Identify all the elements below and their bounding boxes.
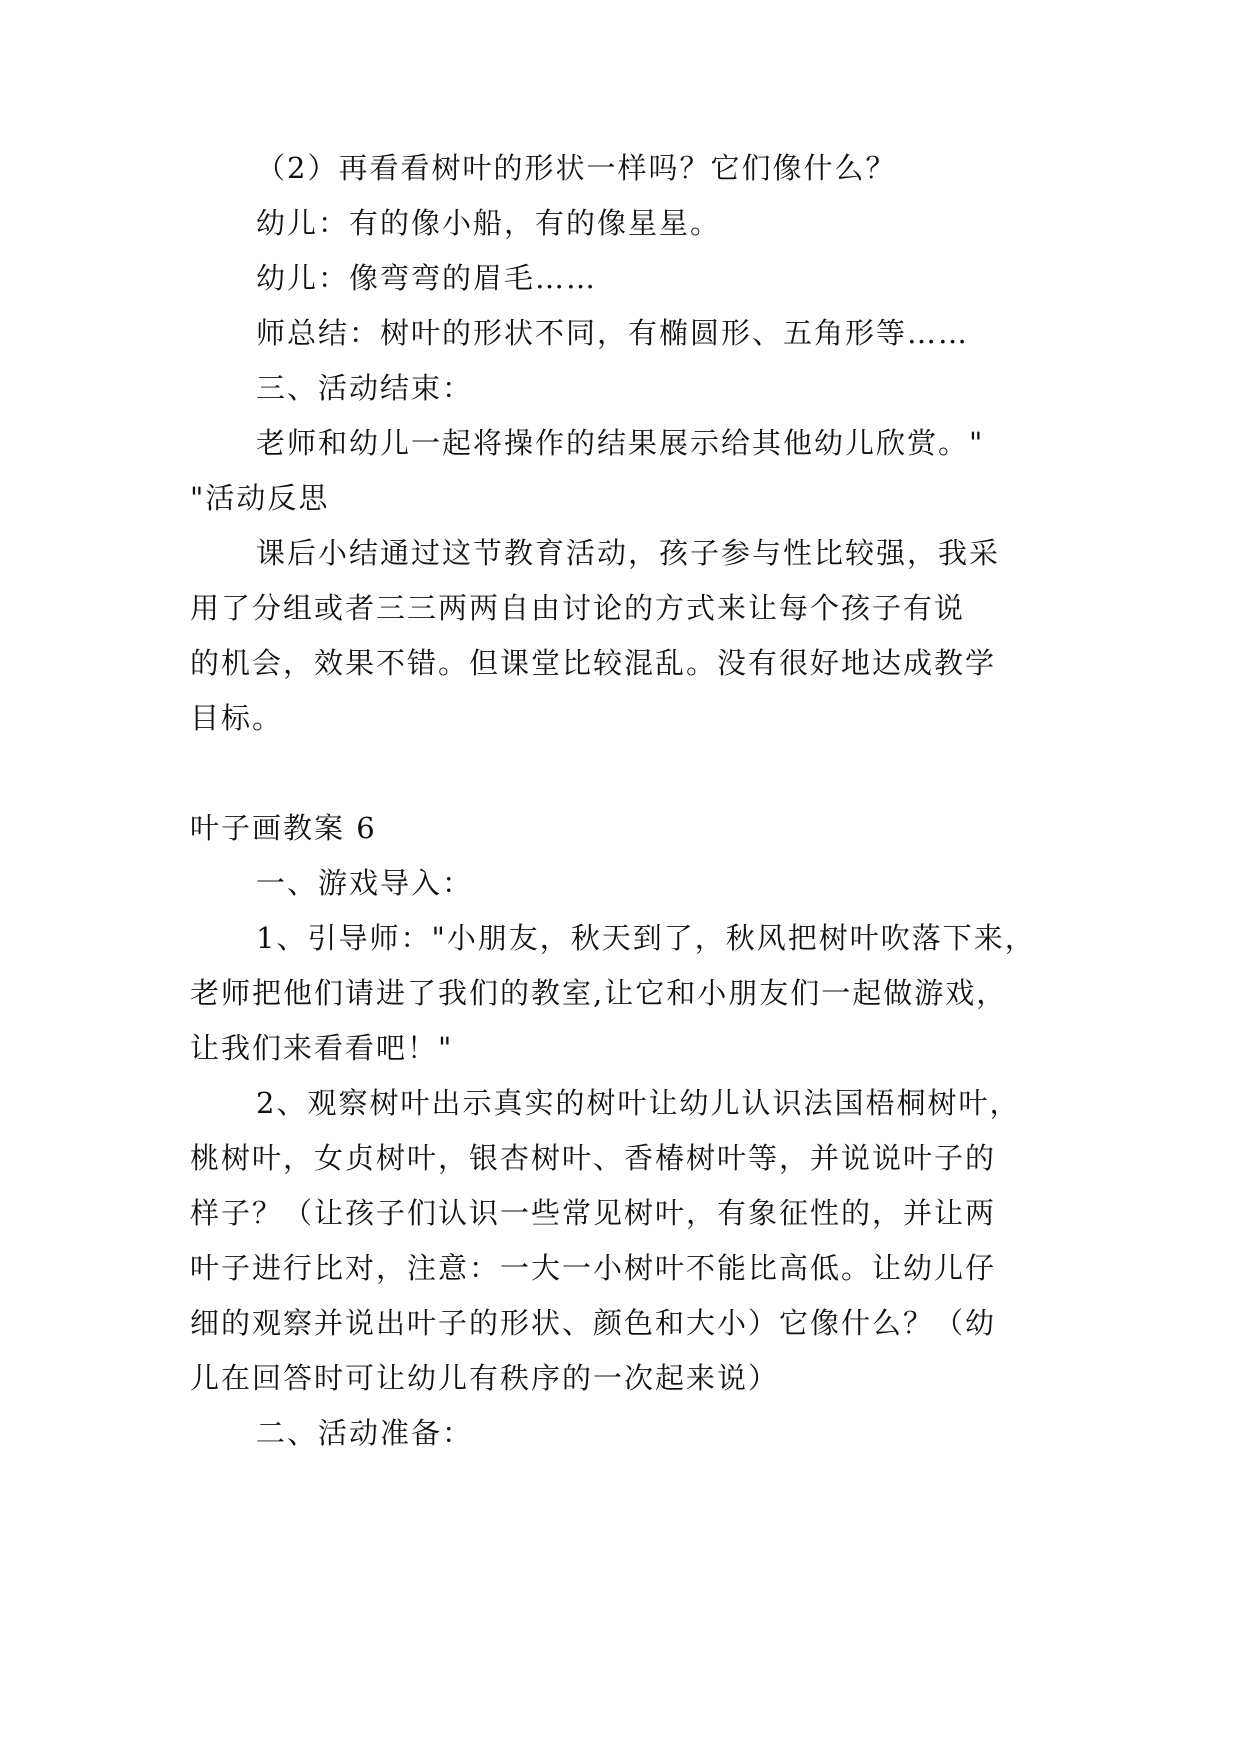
text-line: 目标。 [190, 701, 284, 735]
text-line: 让我们来看看吧！" [190, 1031, 454, 1065]
text-line: （2）再看看树叶的形状一样吗？它们像什么？ [256, 151, 897, 185]
text-line: 老师和幼儿一起将操作的结果展示给其他幼儿欣赏。" [256, 426, 985, 460]
text-line: 幼儿：有的像小船，有的像星星。 [256, 206, 722, 240]
text-line: 桃树叶，女贞树叶，银杏树叶、香椿树叶等，并说说叶子的 [190, 1141, 997, 1175]
text-line: 课后小结通过这节教育活动，孩子参与性比较强，我采 [256, 536, 1001, 570]
section-heading: "活动反思 [190, 481, 330, 515]
document-title: 叶子画教案 6 [190, 811, 377, 845]
text-line: 1、引导师："小朋友，秋天到了，秋风把树叶吹落下来， [256, 921, 1036, 955]
text-line: 用了分组或者三三两两自由讨论的方式来让每个孩子有说 [190, 591, 966, 625]
text-line: 儿在回答时可让幼儿有秩序的一次起来说） [190, 1361, 780, 1395]
text-line: 样子？（让孩子们认识一些常见树叶，有象征性的，并让两 [190, 1196, 997, 1230]
text-line: 叶子进行比对，注意：一大一小树叶不能比高低。让幼儿仔 [190, 1251, 997, 1285]
text-line: 2、观察树叶出示真实的树叶让幼儿认识法国梧桐树叶， [256, 1086, 1021, 1120]
section-heading: 二、活动准备： [256, 1416, 474, 1450]
section-heading: 三、活动结束： [256, 371, 474, 405]
text-line: 细的观察并说出叶子的形状、颜色和大小）它像什么？（幼 [190, 1306, 997, 1340]
section-heading: 一、游戏导入： [256, 866, 474, 900]
text-line: 老师把他们请进了我们的教室,让它和小朋友们一起做游戏， [190, 976, 1008, 1010]
text-line: 幼儿：像弯弯的眉毛…… [256, 261, 598, 295]
text-line: 的机会，效果不错。但课堂比较混乱。没有很好地达成教学 [190, 646, 997, 680]
text-line: 师总结：树叶的形状不同，有椭圆形、五角形等…… [256, 316, 970, 350]
